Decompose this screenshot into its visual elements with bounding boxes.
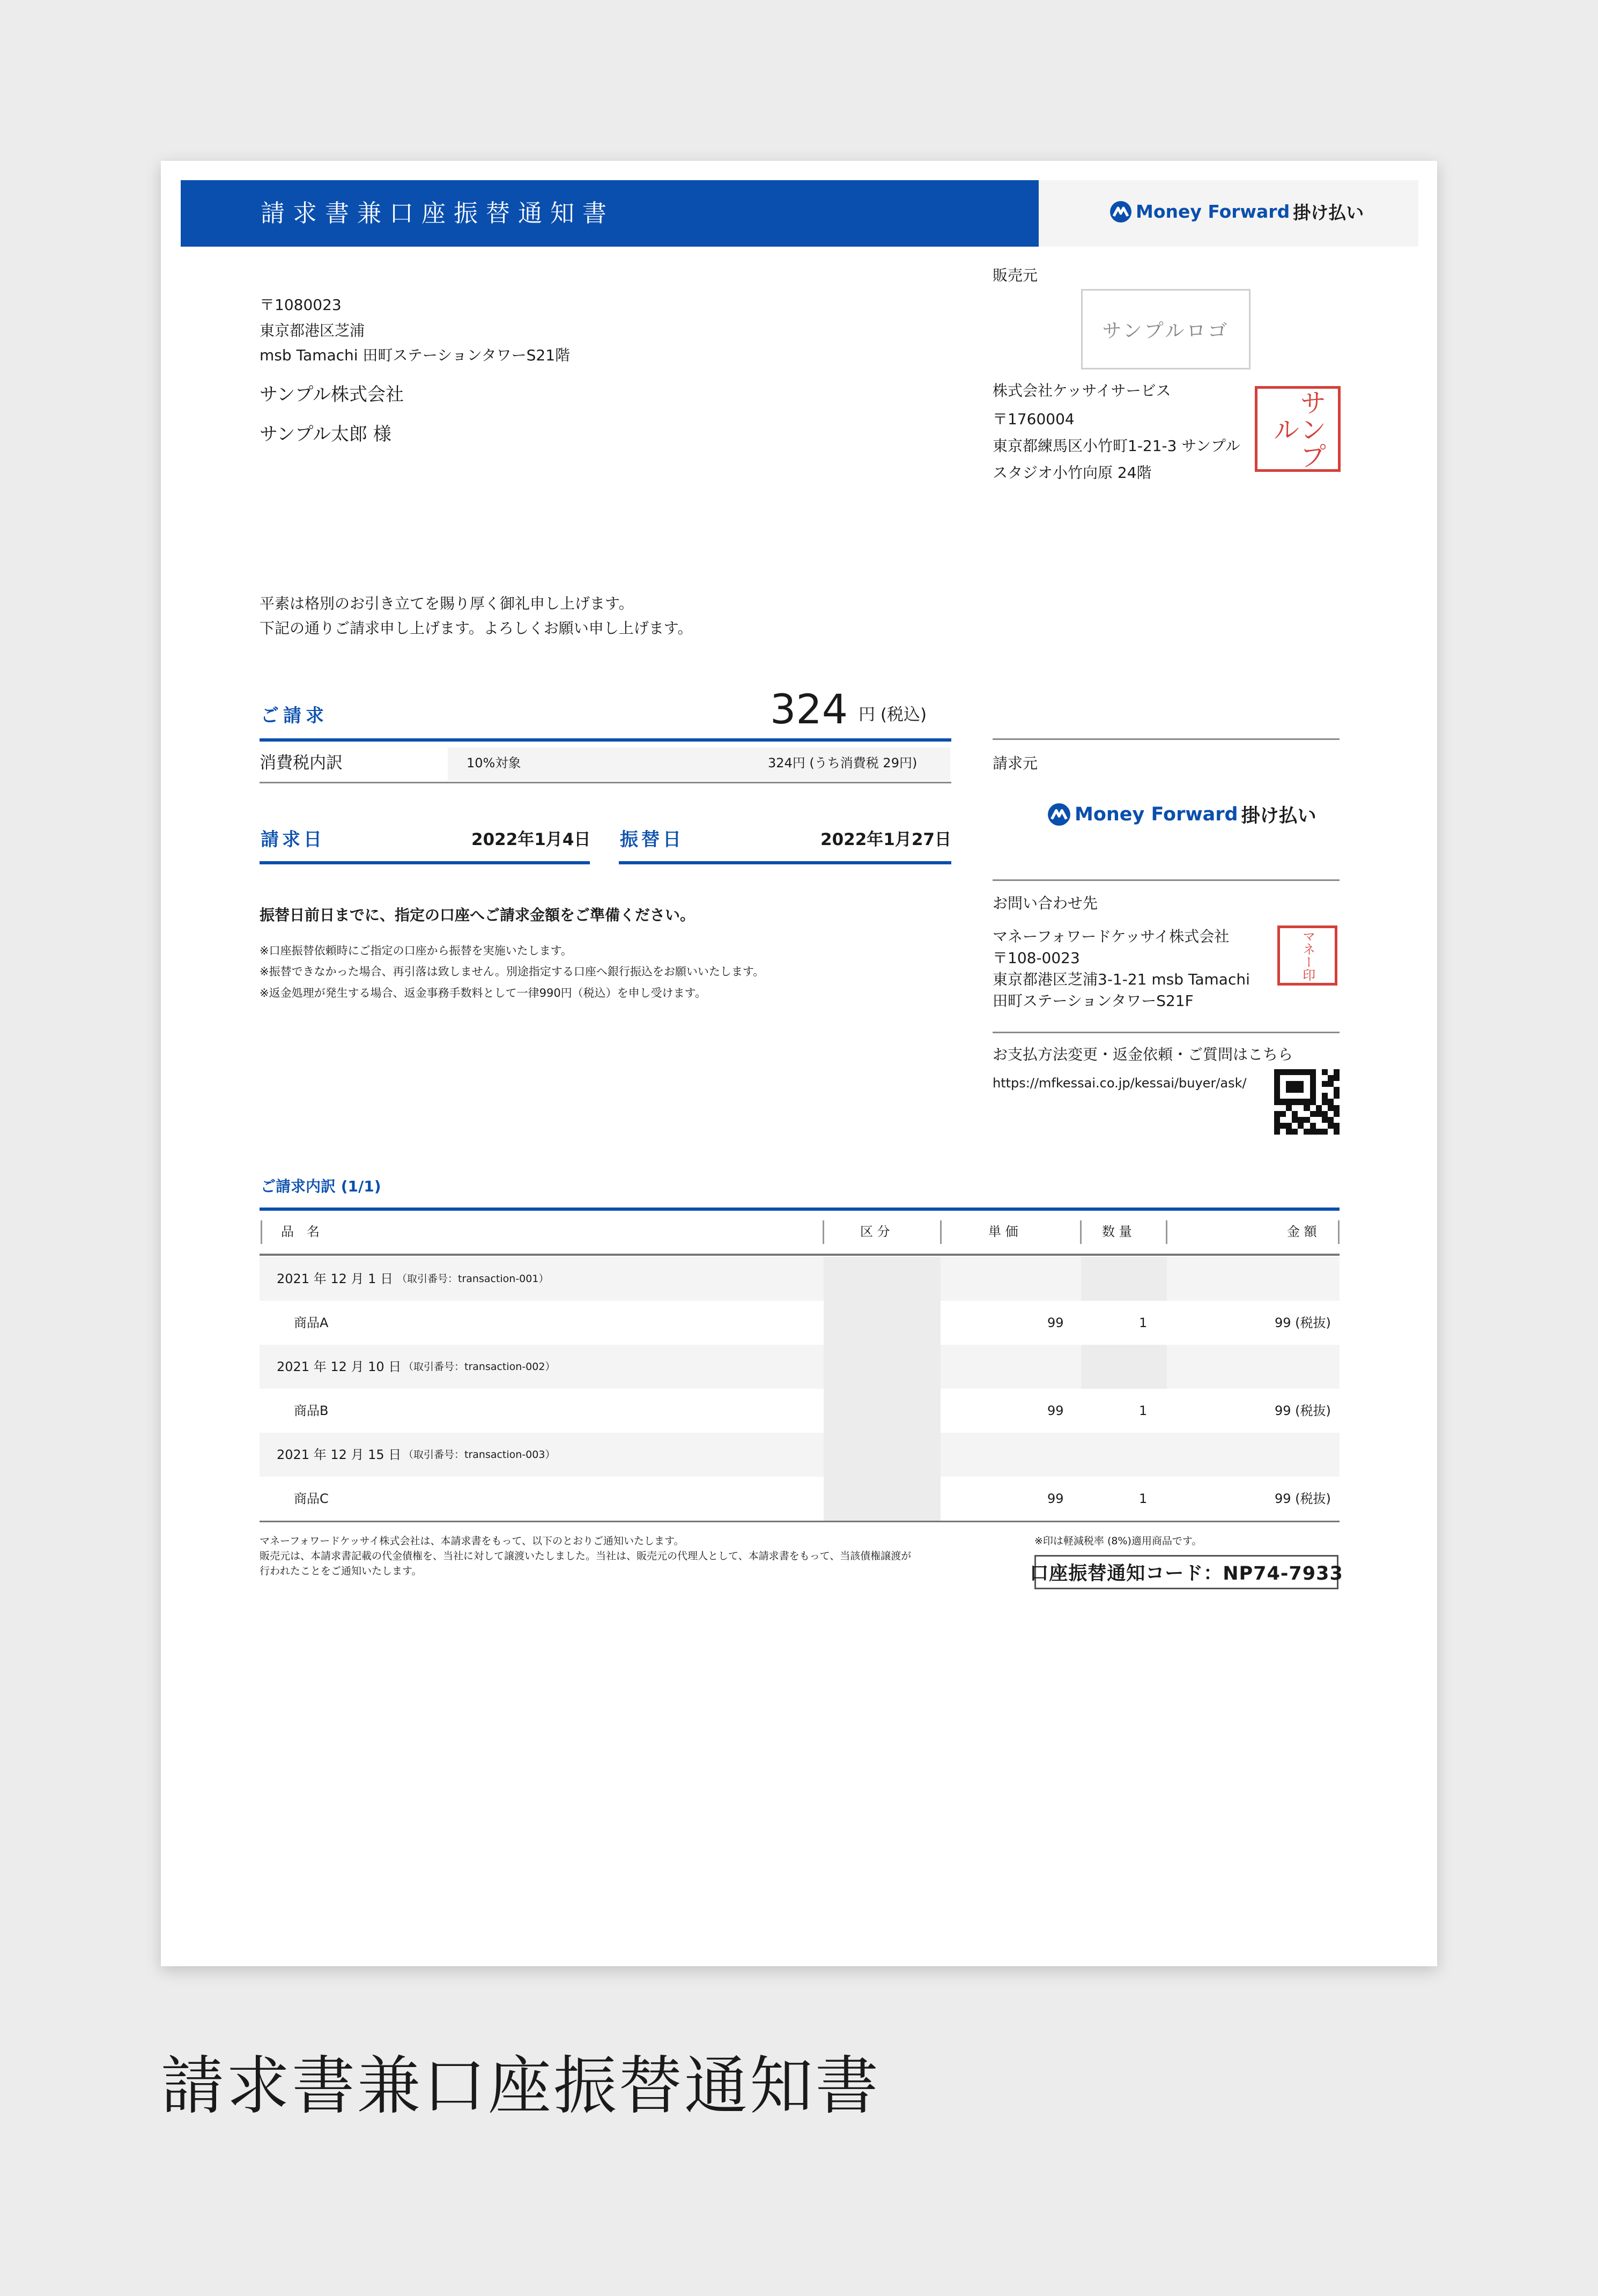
qr-module — [1316, 1129, 1322, 1135]
qr-module — [1292, 1093, 1298, 1099]
item-name: 商品B — [294, 1403, 329, 1418]
item-amount: 99 (税抜) — [1275, 1315, 1331, 1330]
tax-label: 消費税内訳 — [260, 753, 343, 773]
header-underline — [260, 1254, 1340, 1256]
invoice-date-underline — [260, 861, 590, 864]
qr-module — [1298, 1069, 1304, 1075]
recipient-address2: msb Tamachi 田町ステーションタワーS21階 — [260, 346, 571, 364]
greeting-line1: 平素は格別のお引き立てを賜り厚く御礼申し上げます。 — [260, 595, 634, 612]
qr-module — [1322, 1129, 1328, 1135]
qr-module — [1310, 1111, 1316, 1117]
qr-module — [1322, 1105, 1328, 1111]
qr-module — [1310, 1099, 1316, 1105]
qr-module — [1328, 1111, 1334, 1117]
qr-module — [1328, 1123, 1334, 1129]
seller-address1: 東京都練馬区小竹町1-21-3 サンプル — [993, 437, 1240, 455]
qr-module — [1328, 1093, 1334, 1099]
tax-rate: 10%対象 — [467, 756, 521, 771]
seller-label: 販売元 — [993, 266, 1038, 284]
qr-module — [1328, 1099, 1334, 1105]
qr-module — [1280, 1099, 1286, 1105]
qr-module — [1286, 1105, 1292, 1111]
qr-module — [1310, 1081, 1316, 1087]
item-amount: 99 (税抜) — [1275, 1491, 1331, 1506]
qr-module — [1280, 1087, 1286, 1093]
qr-module — [1298, 1129, 1304, 1135]
qr-module — [1304, 1087, 1310, 1093]
qr-module — [1298, 1087, 1304, 1093]
column-separator — [1166, 1220, 1167, 1244]
details-title-underline — [260, 1208, 1340, 1211]
qr-module — [1316, 1099, 1322, 1105]
qr-module — [1328, 1105, 1334, 1111]
notes-item: ※振替できなかった場合、再引落は致しません。別途指定する口座へ銀行振込をお願いいたします。 — [260, 965, 765, 978]
qr-module — [1328, 1129, 1334, 1135]
details-title: ご請求内訳 (1/1) — [261, 1177, 381, 1195]
item-quantity: 1 — [1139, 1403, 1148, 1418]
qr-module — [1328, 1087, 1334, 1093]
qr-module — [1316, 1105, 1322, 1111]
quantity-cell-shade — [1081, 1345, 1167, 1389]
notes-item: ※口座振替依頼時にご指定の口座から振替を実施いたします。 — [260, 944, 572, 957]
qr-module — [1310, 1075, 1316, 1081]
details-header-row — [260, 1213, 1340, 1253]
item-name: 商品A — [294, 1315, 329, 1330]
qr-module — [1274, 1081, 1280, 1087]
column-header-category: 区 分 — [860, 1224, 890, 1239]
qr-module — [1334, 1117, 1340, 1123]
table-row — [260, 1301, 1340, 1345]
qr-module — [1328, 1081, 1334, 1087]
qr-module — [1304, 1075, 1310, 1081]
qr-module — [1298, 1099, 1304, 1105]
qr-module — [1334, 1105, 1340, 1111]
invoice-date: 2022年1月4日 — [471, 830, 591, 849]
qr-module — [1280, 1111, 1286, 1117]
item-unit-price: 99 — [1047, 1315, 1064, 1330]
qr-module — [1286, 1123, 1292, 1129]
table-row — [260, 1477, 1340, 1521]
transfer-date: 2022年1月27日 — [820, 830, 951, 849]
money-forward-logo: Money Forward 掛け払い — [1109, 199, 1364, 224]
qr-module — [1322, 1093, 1328, 1099]
column-header-amount: 金 額 — [1287, 1224, 1317, 1239]
qr-module — [1304, 1099, 1310, 1105]
qr-module — [1286, 1129, 1292, 1135]
table-bottom-border — [260, 1521, 1340, 1522]
column-separator — [823, 1220, 824, 1244]
column-header-unit-price: 単 価 — [988, 1224, 1018, 1239]
qr-module — [1286, 1111, 1292, 1117]
qr-module — [1274, 1123, 1280, 1129]
qr-module — [1274, 1099, 1280, 1105]
contact-divider — [993, 879, 1340, 881]
qr-module — [1280, 1123, 1286, 1129]
qr-module — [1322, 1087, 1328, 1093]
qr-module — [1322, 1069, 1328, 1075]
column-separator — [1338, 1220, 1340, 1244]
qr-module — [1292, 1105, 1298, 1111]
transaction-date: 2021 年 12 月 10 日 — [277, 1359, 402, 1374]
payment-change-divider — [993, 1032, 1340, 1033]
qr-module — [1322, 1117, 1328, 1123]
payment-change-label: お支払方法変更・返金依頼・ご質問はこちら — [993, 1046, 1293, 1063]
qr-module — [1310, 1129, 1316, 1135]
qr-module — [1310, 1093, 1316, 1099]
recipient-postal: 〒1080023 — [260, 296, 342, 314]
qr-module — [1286, 1069, 1292, 1075]
qr-module — [1286, 1093, 1292, 1099]
issuer-money-forward-logo: Money Forward 掛け払い — [1047, 801, 1316, 828]
qr-module — [1292, 1129, 1298, 1135]
qr-module — [1274, 1075, 1280, 1081]
qr-module — [1292, 1111, 1298, 1117]
reduced-tax-note: ※印は軽減税率 (8%)適用商品です。 — [1034, 1535, 1202, 1547]
qr-module — [1334, 1093, 1340, 1099]
qr-module — [1334, 1123, 1340, 1129]
qr-module — [1334, 1099, 1340, 1105]
document-header-title: 請求書兼口座振替通知書 — [261, 199, 615, 227]
qr-module — [1292, 1117, 1298, 1123]
qr-module — [1274, 1105, 1280, 1111]
qr-module — [1310, 1069, 1316, 1075]
qr-module — [1322, 1111, 1328, 1117]
qr-module — [1286, 1099, 1292, 1105]
issuer-label: 請求元 — [993, 754, 1038, 772]
qr-module — [1316, 1093, 1322, 1099]
qr-module — [1304, 1081, 1310, 1087]
qr-module — [1298, 1123, 1304, 1129]
contact-address1: 東京都港区芝浦3-1-21 msb Tamachi — [993, 971, 1250, 988]
qr-module — [1298, 1081, 1304, 1087]
transfer-date-label: 振替日 — [620, 829, 684, 850]
seller-company: 株式会社ケッサイサービス — [993, 382, 1171, 399]
qr-module — [1286, 1087, 1292, 1093]
qr-module — [1304, 1105, 1310, 1111]
quantity-cell-shade — [1081, 1257, 1167, 1301]
qr-module — [1304, 1069, 1310, 1075]
item-quantity: 1 — [1139, 1491, 1148, 1506]
transaction-number: （取引番号：transaction-001） — [397, 1273, 549, 1285]
qr-module — [1316, 1123, 1322, 1129]
qr-module — [1298, 1105, 1304, 1111]
qr-module — [1304, 1123, 1310, 1129]
notes-main: 振替日前日までに、指定の口座へご請求金額をご準備ください。 — [260, 906, 696, 924]
qr-module — [1292, 1075, 1298, 1081]
qr-module — [1304, 1093, 1310, 1099]
qr-module — [1316, 1087, 1322, 1093]
qr-module — [1316, 1117, 1322, 1123]
qr-module — [1310, 1087, 1316, 1093]
recipient-person: サンプル太郎 様 — [260, 424, 391, 445]
qr-module — [1334, 1069, 1340, 1075]
qr-module — [1334, 1081, 1340, 1087]
contact-address2: 田町ステーションタワーS21F — [993, 992, 1194, 1010]
qr-module — [1292, 1081, 1298, 1087]
qr-module — [1316, 1075, 1322, 1081]
qr-module — [1334, 1111, 1340, 1117]
tax-underline — [260, 782, 951, 783]
column-header-quantity: 数 量 — [1102, 1224, 1132, 1239]
qr-module — [1322, 1081, 1328, 1087]
qr-module — [1274, 1129, 1280, 1135]
transfer-date-underline — [619, 861, 951, 864]
billing-unit: 円 (税込) — [859, 705, 927, 724]
transaction-number: （取引番号：transaction-003） — [403, 1449, 556, 1461]
item-name: 商品C — [294, 1491, 329, 1506]
column-separator — [1080, 1220, 1082, 1244]
contact-label: お問い合わせ先 — [993, 894, 1098, 912]
qr-module — [1316, 1069, 1322, 1075]
billing-amount: 324 — [770, 685, 848, 733]
qr-module — [1334, 1129, 1340, 1135]
table-row — [260, 1389, 1340, 1433]
qr-module — [1322, 1099, 1328, 1105]
footer-line3: 行われたことをご通知いたします。 — [260, 1565, 422, 1577]
billing-label: ご請求 — [261, 705, 328, 727]
seller-address2: スタジオ小竹向原 24階 — [993, 464, 1152, 482]
issuer-divider — [993, 738, 1340, 740]
qr-module — [1334, 1087, 1340, 1093]
qr-module — [1304, 1111, 1310, 1117]
qr-module — [1274, 1111, 1280, 1117]
recipient-company: サンプル株式会社 — [260, 384, 404, 405]
qr-module — [1280, 1129, 1286, 1135]
qr-module — [1292, 1069, 1298, 1075]
transfer-notice-code: 口座振替通知コード：NP74-7933 — [1034, 1555, 1338, 1589]
qr-module — [1328, 1117, 1334, 1123]
recipient-address1: 東京都港区芝浦 — [260, 322, 365, 339]
billing-underline — [260, 738, 951, 742]
payment-change-url[interactable]: https://mfkessai.co.jp/kessai/buyer/ask/ — [993, 1076, 1247, 1091]
qr-module — [1280, 1117, 1286, 1123]
seller-logo-placeholder: サンプルロゴ — [1081, 289, 1251, 369]
qr-module — [1286, 1075, 1292, 1081]
qr-module — [1280, 1105, 1286, 1111]
qr-module — [1292, 1087, 1298, 1093]
qr-module — [1298, 1111, 1304, 1117]
qr-module — [1292, 1099, 1298, 1105]
transaction-date: 2021 年 12 月 15 日 — [277, 1447, 402, 1462]
page-caption: 請求書兼口座振替通知書 — [161, 2049, 881, 2123]
seller-postal: 〒1760004 — [993, 410, 1075, 428]
seller-seal-stamp: サンプル — [1255, 386, 1341, 472]
qr-module — [1280, 1081, 1286, 1087]
greeting-line2: 下記の通りご請求申し上げます。よろしくお願い申し上げます。 — [260, 619, 693, 637]
notes-item: ※返金処理が発生する場合、返金事務手数料として一律990円（税込）を申し受けます。 — [260, 987, 706, 999]
transaction-date: 2021 年 12 月 1 日 — [277, 1271, 394, 1286]
qr-module — [1274, 1117, 1280, 1123]
footer-line2: 販売元は、本請求書記載の代金債権を、当社に対して譲渡いたしました。当社は、販売元の代理人として、本請求書をもって、当該債権譲渡が — [260, 1550, 912, 1562]
transaction-number: （取引番号：transaction-002） — [403, 1361, 556, 1373]
qr-module — [1310, 1105, 1316, 1111]
qr-module — [1280, 1075, 1286, 1081]
item-unit-price: 99 — [1047, 1491, 1064, 1506]
qr-module — [1316, 1111, 1322, 1117]
qr-module — [1328, 1075, 1334, 1081]
qr-module — [1328, 1069, 1334, 1075]
qr-module — [1280, 1093, 1286, 1099]
item-unit-price: 99 — [1047, 1403, 1064, 1418]
item-quantity: 1 — [1139, 1315, 1148, 1330]
contact-postal: 〒108-0023 — [993, 949, 1080, 967]
item-amount: 99 (税抜) — [1275, 1403, 1331, 1418]
footer-line1: マネーフォワードケッサイ株式会社は、本請求書をもって、以下のとおりご通知いたします。 — [260, 1535, 684, 1547]
money-forward-icon — [1109, 200, 1133, 224]
qr-module — [1304, 1129, 1310, 1135]
qr-module — [1322, 1075, 1328, 1081]
money-forward-icon — [1047, 802, 1071, 827]
qr-module — [1280, 1069, 1286, 1075]
column-header-item: 品 名 — [281, 1224, 320, 1239]
contact-company: マネーフォワードケッサイ株式会社 — [993, 928, 1230, 945]
column-separator — [261, 1220, 262, 1244]
qr-module — [1310, 1117, 1316, 1123]
qr-module — [1298, 1117, 1304, 1123]
qr-module — [1334, 1075, 1340, 1081]
qr-code[interactable] — [1274, 1069, 1340, 1135]
qr-module — [1292, 1123, 1298, 1129]
qr-module — [1274, 1093, 1280, 1099]
qr-module — [1310, 1123, 1316, 1129]
qr-module — [1286, 1081, 1292, 1087]
qr-module — [1286, 1117, 1292, 1123]
qr-module — [1274, 1069, 1280, 1075]
qr-module — [1304, 1117, 1310, 1123]
tax-detail: 324円 (うち消費税 29円) — [768, 756, 918, 771]
invoice-date-label: 請求日 — [261, 829, 325, 850]
qr-module — [1298, 1075, 1304, 1081]
qr-module — [1298, 1093, 1304, 1099]
qr-module — [1274, 1087, 1280, 1093]
qr-module — [1322, 1123, 1328, 1129]
qr-module — [1316, 1081, 1322, 1087]
column-separator — [940, 1220, 942, 1244]
contact-seal-stamp: マネー印 — [1277, 925, 1337, 986]
